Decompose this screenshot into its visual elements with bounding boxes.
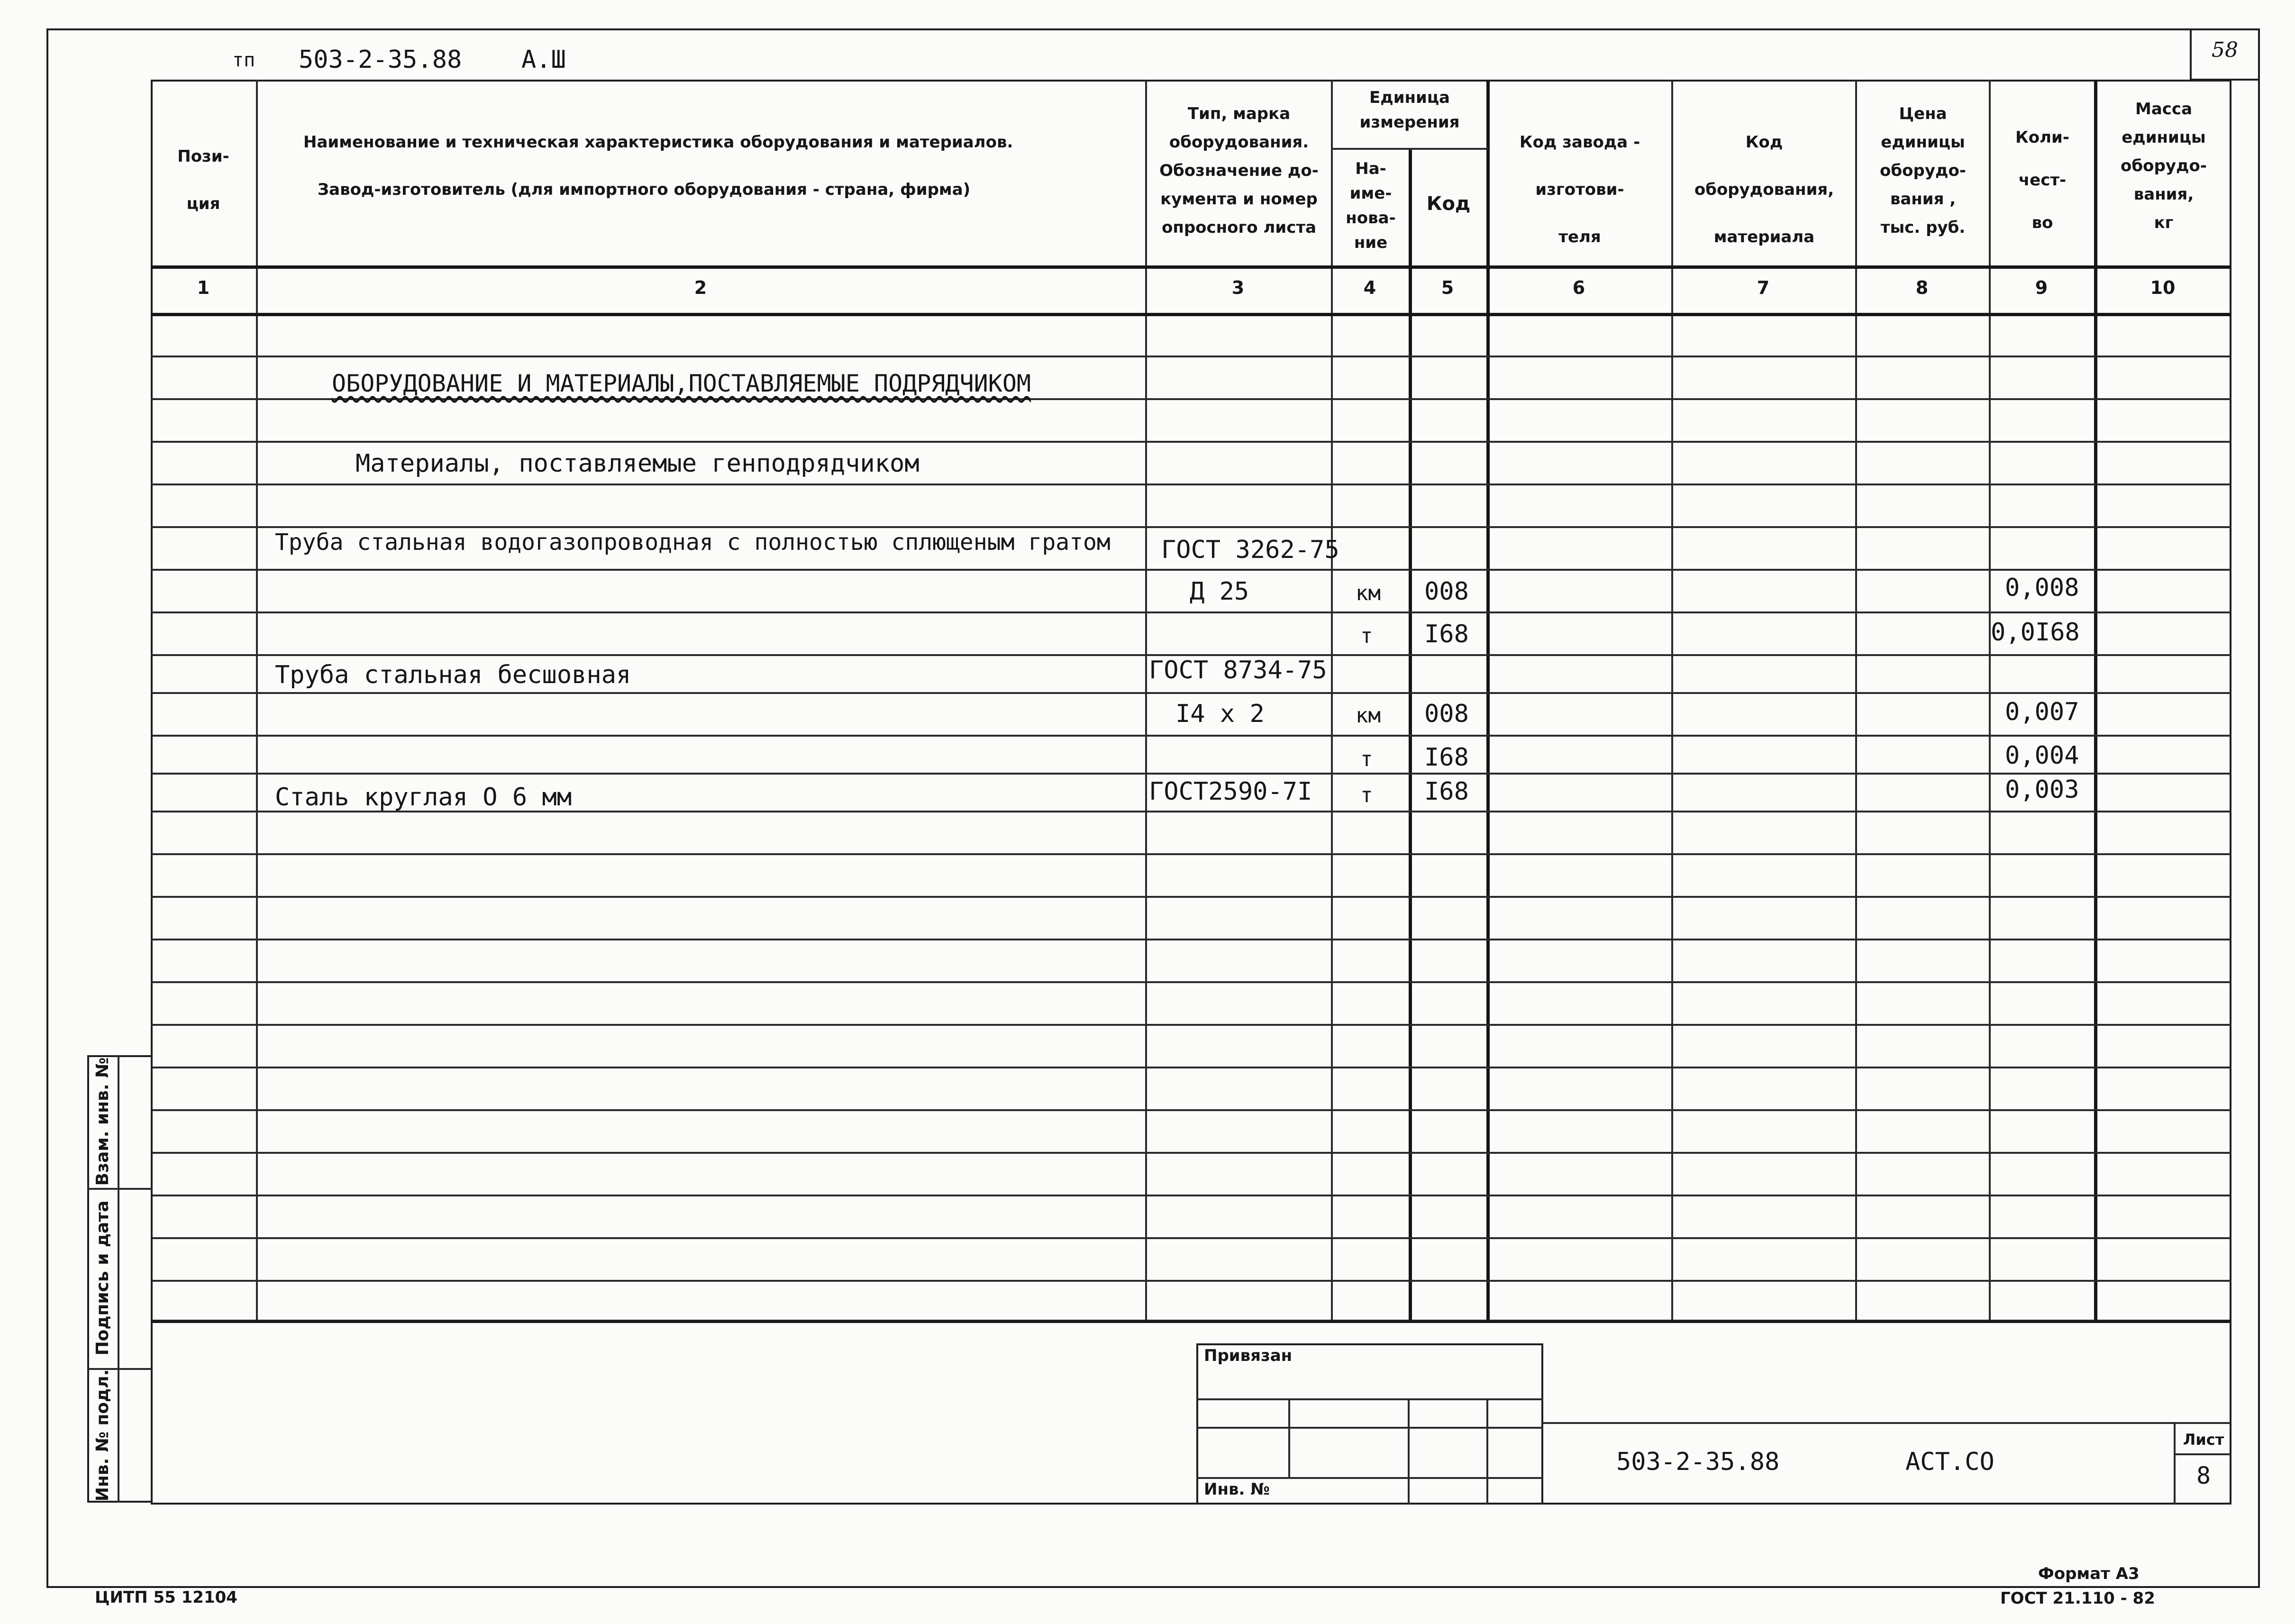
- header-col2-line1: Наименование и техническая характеристика оборудования и материалов.: [303, 133, 1013, 152]
- header-col10: Масса единицы оборудо- вания, кг: [2121, 100, 2207, 232]
- body-row-line: [151, 735, 2231, 737]
- side-stamp-divider: [118, 1055, 119, 1503]
- col-number: 10: [2150, 277, 2176, 298]
- row2-code: 008: [1424, 577, 1469, 606]
- row5-type: I4 х 2: [1175, 700, 1265, 728]
- row5-qty: 0,007: [2005, 698, 2079, 726]
- body-row-line: [151, 398, 2231, 400]
- row1-doc: ГОСТ 3262-75: [1161, 536, 1339, 564]
- body-row-line: [151, 611, 2231, 613]
- row4-doc: ГОСТ 8734-75: [1149, 656, 1327, 684]
- row7-unit: т: [1360, 783, 1373, 807]
- header-col8: Цена единицы оборудо- вания , тыс. руб.: [1880, 104, 1966, 237]
- sheet-cell-divider: [2174, 1453, 2231, 1455]
- stamp-block-border: [151, 1320, 2231, 1505]
- footer-format: Формат А3: [2038, 1564, 2140, 1583]
- doc-header-album: А.Ш: [521, 46, 566, 74]
- header-col6: Код завода - изготови- теля: [1519, 133, 1640, 246]
- titleblock-top-line: [1543, 1422, 2231, 1424]
- row3-unit: т: [1360, 624, 1373, 648]
- body-row-line: [151, 484, 2231, 485]
- body-row-line: [151, 1067, 2231, 1068]
- row4-name: Труба стальная бесшовная: [275, 661, 631, 689]
- side-stamp-inv: Инв. № подл.: [93, 1369, 112, 1502]
- privyazan-line-1: [1196, 1398, 1543, 1400]
- col-numbers-bottom-line: [151, 313, 2231, 316]
- section-title: ОБОРУДОВАНИЕ И МАТЕРИАЛЫ,ПОСТАВЛЯЕМЫЕ ПОДРЯДЧИКОМ: [332, 370, 1031, 397]
- subsection-title: Материалы, поставляемые генподрядчиком: [355, 449, 920, 478]
- privyazan-col-1: [1288, 1398, 1290, 1477]
- col-number: 1: [197, 277, 210, 298]
- privyazan-col-3: [1486, 1398, 1488, 1505]
- col-number: 8: [1915, 277, 1929, 298]
- footer-left: ЦИТП 55 12104: [95, 1588, 237, 1607]
- header-col7: Код оборудования, материала: [1694, 133, 1834, 246]
- col-number: 6: [1572, 277, 1585, 298]
- doc-header-code: 503-2-35.88: [299, 46, 462, 74]
- body-row-line: [151, 441, 2231, 443]
- col-number: 7: [1757, 277, 1770, 298]
- header-col9: Коли- чест- во: [2015, 128, 2069, 232]
- body-row-line: [151, 939, 2231, 940]
- footer-gost: ГОСТ 21.110 - 82: [2000, 1589, 2155, 1608]
- body-row-line: [151, 896, 2231, 898]
- col-number: 3: [1231, 277, 1245, 298]
- header-unit-group: Единица измерения: [1359, 88, 1460, 132]
- row3-qty: 0,0I68: [1991, 618, 2080, 647]
- header-col2-line2: Завод-изготовитель (для импортного оборудования - страна, фирма): [318, 180, 971, 199]
- col-number: 5: [1441, 277, 1454, 298]
- header-col5: Код: [1426, 193, 1471, 215]
- body-row-line: [151, 773, 2231, 775]
- row7-qty: 0,003: [2005, 776, 2079, 804]
- col-number: 2: [694, 277, 707, 298]
- body-row-line: [151, 853, 2231, 855]
- side-stamp-podpis: Подпись и дата: [93, 1200, 112, 1356]
- row6-code: I68: [1424, 743, 1469, 772]
- privyazan-line-2: [1196, 1427, 1543, 1429]
- inv-no-label: Инв. №: [1204, 1480, 1270, 1499]
- body-row-line: [151, 1195, 2231, 1196]
- body-row-line: [151, 1237, 2231, 1239]
- privyazan-label: Привязан: [1204, 1346, 1293, 1365]
- row1-name: Труба стальная водогазопроводная с полностью сплющеным гратом: [275, 529, 1111, 556]
- col-number: 9: [2035, 277, 2048, 298]
- privyazan-col-2: [1408, 1398, 1410, 1505]
- body-row-line: [151, 356, 2231, 357]
- row3-code: I68: [1424, 620, 1469, 648]
- sheet-label: Лист: [2183, 1431, 2224, 1449]
- body-row-line: [151, 569, 2231, 571]
- doc-header-prefix: тп: [232, 49, 255, 71]
- row7-name: Сталь круглая О 6 мм: [275, 783, 572, 812]
- header-bottom-line: [151, 265, 2231, 269]
- body-row-line: [151, 981, 2231, 983]
- page-number: 58: [2212, 38, 2238, 62]
- row6-qty: 0,004: [2005, 741, 2079, 770]
- header-col4: На- име- нова- ние: [1346, 159, 1396, 252]
- body-row-line: [151, 526, 2231, 528]
- row2-unit: км: [1356, 581, 1381, 605]
- sheet-number: 8: [2196, 1462, 2211, 1489]
- stamp-doc-mark: АСТ.СО: [1905, 1448, 1994, 1476]
- col-number: 4: [1363, 277, 1376, 298]
- body-row-line: [151, 1024, 2231, 1026]
- side-stamp-vzam: Взам. инв. №: [93, 1057, 112, 1186]
- body-row-line: [151, 1152, 2231, 1154]
- header-col3: Тип, марка оборудования. Обозначение до- кумента и номер опросного листа: [1159, 104, 1319, 237]
- body-row-line: [151, 692, 2231, 694]
- row7-doc: ГОСТ2590-7I: [1149, 777, 1312, 806]
- row5-code: 008: [1424, 700, 1469, 728]
- body-row-line: [151, 1109, 2231, 1111]
- row6-unit: т: [1360, 747, 1373, 771]
- row5-unit: км: [1356, 703, 1381, 728]
- unit-group-line: [1331, 148, 1488, 150]
- stamp-doc-code: 503-2-35.88: [1616, 1448, 1780, 1476]
- row2-type: Д 25: [1190, 577, 1249, 606]
- row7-code: I68: [1424, 777, 1469, 806]
- row2-qty: 0,008: [2005, 574, 2079, 602]
- privyazan-line-3: [1196, 1477, 1543, 1479]
- body-row-line: [151, 1280, 2231, 1282]
- header-col1: Пози- ция: [177, 147, 229, 213]
